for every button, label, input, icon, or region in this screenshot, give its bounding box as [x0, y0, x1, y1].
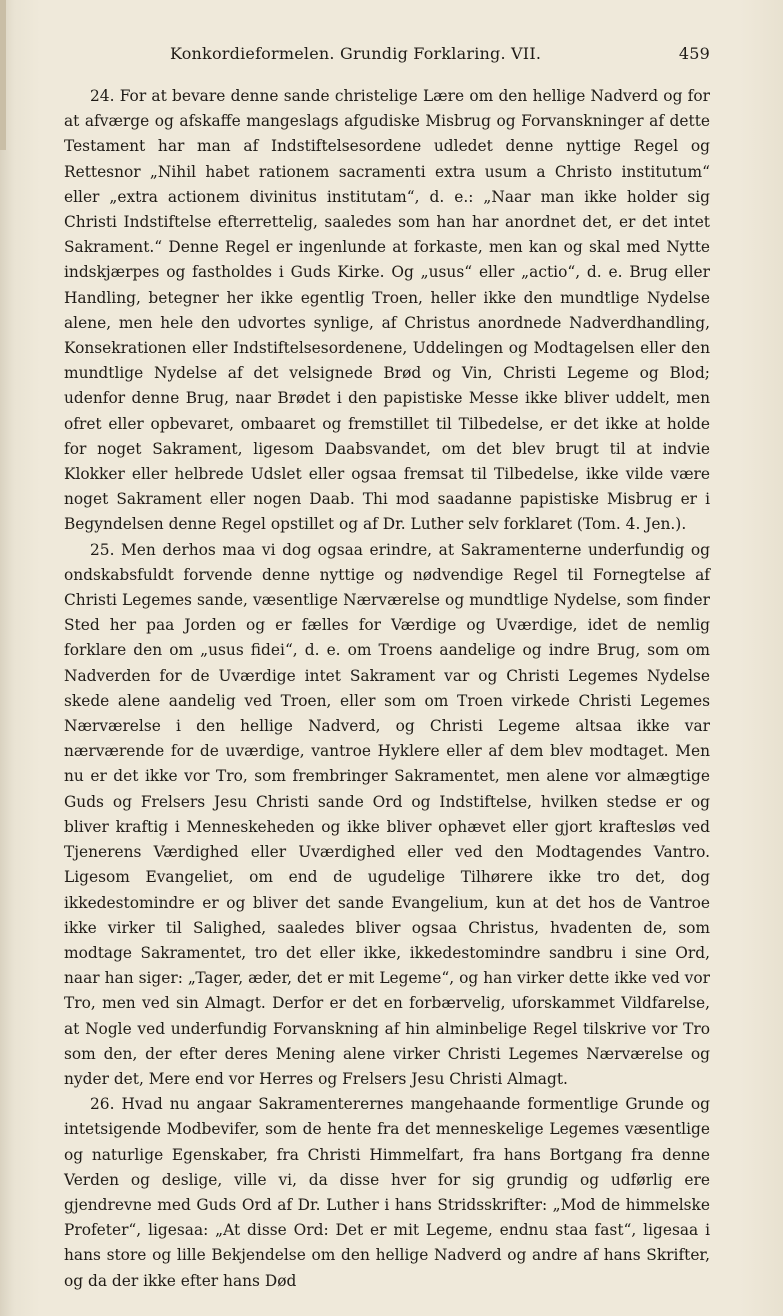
page-number: 459	[678, 44, 710, 63]
body-text	[64, 84, 710, 1294]
running-header	[150, 44, 710, 68]
scan-edge	[0, 0, 6, 150]
paragraph-26: 26. Hvad nu angaar Sakramenterernes mangehaande formentlige Grunde og intetsigende Modbevifer, som de hente fra det menneskelige Legemes væsentlige og naturlige Egenskaber, fra Christi Himmelfart, fra hans Bortgang fra denne Verden og desligе, ville vi, da disse hver for sig grundig og udførlig ere gjendrevne med Guds Ord af Dr. Luther i hans Stridsskrifter: „Mod de himmelske Profeter“, ligesaa: „At disse Ord: Det er mit Legeme, endnu staa fast“, ligesaa i hans store og lille Bekjendelse om den hellige Nadverd og andre af hans Skrifter, og da der ikke efter hans Død	[64, 1095, 710, 1290]
paragraph-24: 24. For at bevare denne sande christelige Lære om den hellige Nadverd og for at afværge og afskaffe mangeslags afgudiske Misbrug og Forvanskninger af dette Testament har man af Indstiftelsesordene udledet denne nyttige Regel og Rettesnor „Nihil habet rationem sacramenti extra usum a Christo institutum“ eller „extra actionem divinitus institutam“, d. e.: „Naar man ikke holder sig Christi Indstiftelse efterrettelig, saaledes som han har anordnet det, er det intet Sakrament.“ Denne Regel er ingenlunde at forkaste, men kan og skal med Nytte indskjærpes og fastholdes i Guds Kirke. Og „usus“ eller „actio“, d. e. Brug eller Handling, betegner her ikke egentlig Troen, heller ikke den mundtlige Nydelse alene, men hele den udvortes synlige, af Christus anordnede Nadverdhandling, Konsekrationen eller Indstiftelsesordenene, Uddelingen og Modtagelsen eller den mundtlige Nydelse af det velsignede Brød og Vin, Christi Legeme og Blod; udenfor denne Brug, naar Brødet i den papistiske Messe ikke bliver uddelt, men ofret eller opbevaret, ombaaret og fremstillet til Tilbedelse, er det ikke at holde for noget Sakrament, ligesom Daabsvandet, om det blev brugt til at indvie Klokker eller helbrede Udslet eller ogsaa fremsat til Tilbedelse, ikke vilde være noget Sakrament eller nogen Daab. Thi mod saadanne papistiske Misbrug er i Begyndelsen denne Regel opstillet og af Dr. Luther selv forklaret (Tom. 4. Jen.).	[64, 87, 710, 534]
paragraph-25: 25. Men derhos maa vi dog ogsaa erindre, at Sakramenterne underfundig og ondskabsfuldt forvende denne nyttige og nødvendige Regel til Fornegtelse af Christi Legemes sande, væsentlige Nærværelse og mundtlige Nydelse, som finder Sted her paa Jorden og er fælles for Værdige og Uværdige, idet de nemlig forklare den om „usus fidei“, d. e. om Troens aandelige og indre Brug, som om Nadverden for de Uværdige intet Sakrament var og Christi Legemes Nydelse skede alene aandelig ved Troen, eller som om Troen virkede Christi Legemes Nærværelse i den hellige Nadverd, og Christi Legeme altsaa ikke var nærværende for de uværdige, vantroe Hyklere eller af dem blev modtaget. Men nu er det ikke vor Tro, som frembringer Sakramentet, men alene vor almægtige Guds og Frelsers Jesu Christi sande Ord og Indstiftelse, hvilken stedse er og bliver kraftig i Menneskeheden og ikke bliver ophævet eller gjort kraftesløs ved Tjenerens Værdighed eller Uværdighed eller ved den Modtagendes Vantro. Ligesom Evangeliet, om end de ugudelige Tilhørere ikke tro det, dog ikkedestomindre er og bliver det sande Evangelium, kun at det hos de Vantroe ikke virker til Salighed, saaledes bliver ogsaa Christus, hvadenten de, som modtage Sakramentet, tro det eller ikke, ikkedestomindre sandbru i sine Ord, naar han siger: „Tager, æder, det er mit Legeme“, og han virker dette ikke ved vor Tro, men ved sin Almagt. Derfor er det en forbærvelig, uforskammet Vildfarelse, at Nogle ved underfundig Forvanskning af hin alminbelige Regel tilskrive vor Tro som den, der efter deres Mening alene virker Christi Legemes Nærværelse og nyder det, Mere end vor Herres og Frelsers Jesu Christi Almagt.	[64, 540, 710, 1088]
running-title: Konkordieformelen. Grundig Forklaring. VII.	[170, 44, 542, 63]
